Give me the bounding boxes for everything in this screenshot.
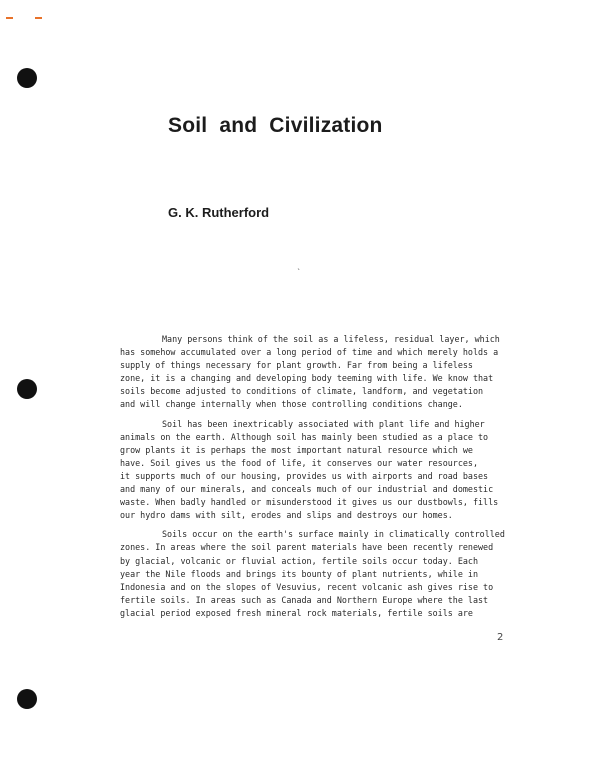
page-number: 2 bbox=[497, 632, 504, 643]
paragraph bbox=[120, 333, 532, 412]
text-line: it supports much of our housing, provides us with airports and road bases bbox=[120, 470, 489, 481]
text-line: waste. When badly handled or misunderstood it gives us our dustbowls, fills bbox=[120, 497, 499, 508]
text-line: has somehow accumulated over a long period of time and which merely holds a bbox=[120, 347, 499, 358]
paragraph bbox=[120, 418, 532, 523]
author-name: G. K. Rutherford bbox=[168, 205, 270, 220]
orange-mark bbox=[6, 17, 13, 19]
stray-mark: ˋ bbox=[297, 268, 301, 277]
text-line: supply of things necessary for plant growth. Far from being a lifeless bbox=[120, 360, 473, 371]
text-line: zone, it is a changing and developing body teeming with life. We know that bbox=[120, 373, 494, 384]
text-line: grow plants it is perhaps the most important natural resource which we bbox=[120, 444, 473, 455]
text-line: Many persons think of the soil as a lifeless, residual layer, which bbox=[162, 334, 500, 344]
paragraph bbox=[120, 528, 532, 620]
text-line: zones. In areas where the soil parent materials have been recently renewed bbox=[120, 542, 494, 553]
page-title: Soil and Civilization bbox=[168, 114, 383, 137]
text-line: by glacial, volcanic or fluvial action, fertile soils occur today. Each bbox=[120, 555, 478, 566]
body-text bbox=[120, 333, 532, 626]
text-line: Indonesia and on the slopes of Vesuvius, recent volcanic ash gives rise to bbox=[120, 581, 494, 592]
binder-hole bbox=[17, 689, 37, 709]
text-line: year the Nile floods and brings its bounty of plant nutrients, while in bbox=[120, 568, 478, 579]
orange-mark bbox=[35, 17, 42, 19]
text-line: soils become adjusted to conditions of climate, landform, and vegetation bbox=[120, 386, 484, 397]
text-line: have. Soil gives us the food of life, it conserves our water resources, bbox=[120, 457, 478, 468]
text-line: fertile soils. In areas such as Canada and Northern Europe where the last bbox=[120, 594, 489, 605]
text-line: and many of our minerals, and conceals much of our industrial and domestic bbox=[120, 484, 494, 495]
binder-hole bbox=[17, 68, 37, 88]
text-line: animals on the earth. Although soil has mainly been studied as a place to bbox=[120, 431, 489, 442]
text-line: our hydro dams with silt, erodes and slips and destroys our homes. bbox=[120, 510, 453, 521]
text-line: Soil has been inextricably associated with plant life and higher bbox=[162, 418, 485, 429]
text-line: and will change internally when those controlling conditions change. bbox=[120, 399, 463, 410]
binder-hole bbox=[17, 379, 37, 399]
text-line: glacial period exposed fresh mineral rock materials, fertile soils are bbox=[120, 607, 473, 618]
text-line: Soils occur on the earth's surface mainly in climatically controlled bbox=[162, 529, 505, 540]
